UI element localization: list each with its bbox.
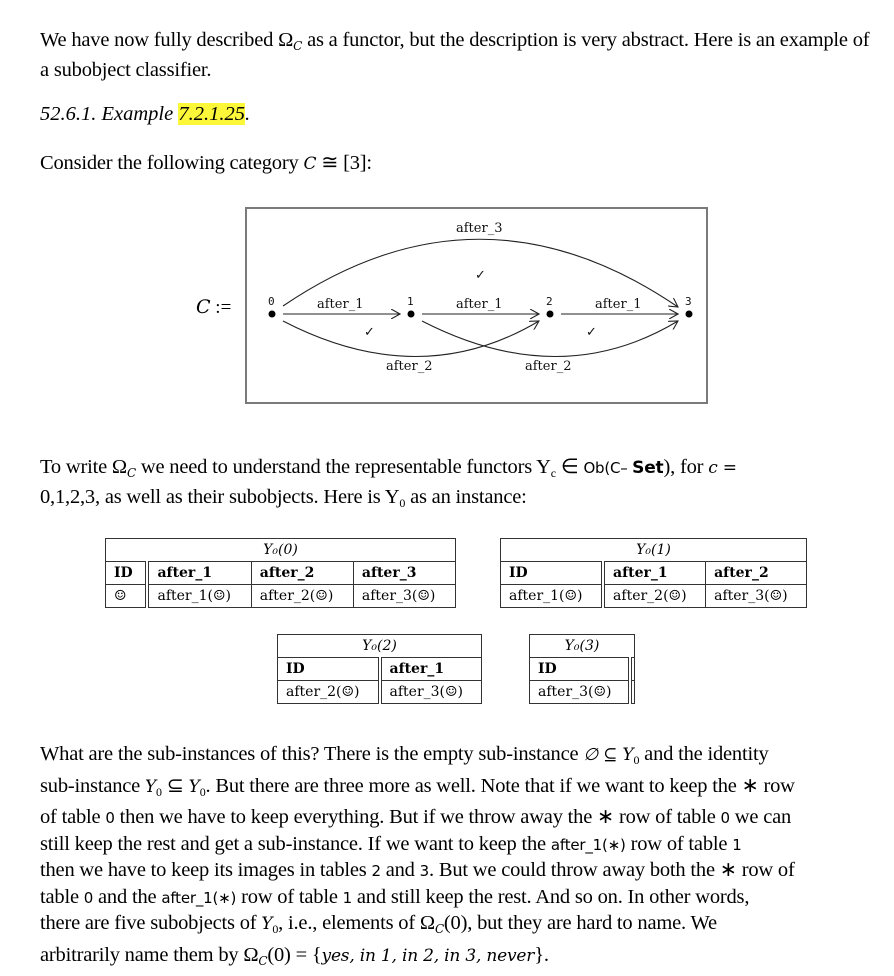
- node-label-3: 3: [685, 295, 692, 308]
- text-fragment: ⊆: [161, 774, 189, 797]
- c-equals: c =: [708, 458, 737, 478]
- text-fragment: after_1(∗): [550, 835, 626, 854]
- table-y0-3: [529, 634, 635, 704]
- table-y0-0: [105, 538, 456, 608]
- node-label-0: 0: [268, 295, 275, 308]
- column-header: after_1: [147, 562, 251, 585]
- text-fragment: row: [758, 774, 795, 797]
- column-header: after_1: [603, 562, 706, 585]
- text-fragment: we can: [729, 806, 792, 828]
- text-fragment: Y: [145, 776, 157, 797]
- table-cell: after_3(☺): [530, 681, 631, 704]
- calligraphic-c: C: [196, 296, 211, 318]
- text-fragment: What are the sub-instances of this? There is the empty sub-instance: [40, 743, 584, 765]
- text-fragment: 1: [732, 835, 742, 854]
- text-fragment: and still keep the rest. And so on. In other words,: [351, 885, 750, 908]
- text-fragment: . But there are three more as well. Note that if we want to keep the: [205, 774, 742, 797]
- text-fragment: row of table: [614, 806, 721, 828]
- text-fragment: 1: [342, 888, 352, 907]
- text-fragment: 0: [199, 784, 206, 799]
- table-title: Y₀(1): [501, 539, 807, 562]
- text-fragment: 0: [156, 784, 162, 799]
- empty-column: [630, 681, 635, 704]
- text-fragment: 2: [371, 862, 381, 880]
- p2-sub: 0: [399, 496, 406, 510]
- table-title: Y₀(3): [530, 635, 635, 658]
- text-fragment: C: [293, 39, 303, 53]
- label-arrow-2-3: after_1: [595, 297, 642, 312]
- text-fragment: table: [40, 885, 84, 908]
- table-cell: after_2(☺): [251, 585, 353, 608]
- text-fragment: 3: [419, 862, 430, 880]
- example-reference-link[interactable]: 7.2.1.25: [178, 103, 245, 125]
- omega-symbol: [112, 456, 136, 478]
- label-arrow-0-1: after_1: [317, 297, 364, 312]
- text-fragment: C: [126, 466, 136, 480]
- consider-line: [40, 151, 870, 176]
- node-label-2: 2: [546, 295, 553, 308]
- column-header: after_2: [251, 562, 353, 585]
- p2-text: 0,1,2,3, as well as their subobjects. Here is Y: [40, 486, 400, 508]
- category-relation: ≅ [3]:: [316, 152, 372, 174]
- text-fragment: arbitrarily name them by: [40, 943, 244, 966]
- text-fragment: ∗: [597, 806, 615, 828]
- table-cell: after_3(☺): [353, 585, 455, 608]
- text-fragment: (0): [267, 943, 291, 966]
- text-fragment: and the: [93, 885, 162, 908]
- label-arrow-1-3: after_2: [525, 359, 572, 374]
- node-0: [269, 311, 276, 318]
- table-title: Y₀(2): [278, 635, 482, 658]
- table-cell: after_3(☺): [706, 585, 807, 608]
- column-header: after_3: [353, 562, 455, 585]
- example-heading: [40, 103, 250, 126]
- text-fragment: Ω: [278, 29, 294, 51]
- text-fragment: Ω: [111, 456, 127, 478]
- p2-text: ), for: [663, 456, 709, 478]
- text-fragment: still keep the rest and get a sub-instance. If we want to keep the: [40, 832, 551, 855]
- table-cell: after_1(☺): [147, 585, 251, 608]
- text-fragment: (0): [443, 912, 468, 934]
- column-header: after_2: [706, 562, 807, 585]
- node-3: [686, 311, 693, 318]
- text-fragment: = {: [290, 943, 322, 966]
- text-fragment: and: [380, 859, 420, 881]
- label-arrow-0-3: after_3: [456, 221, 503, 236]
- text-fragment: after_1(∗): [161, 888, 237, 907]
- node-label-1: 1: [407, 295, 414, 308]
- label-arrow-0-2: after_2: [386, 359, 433, 374]
- arrow-1-3: [422, 321, 678, 357]
- table-cell: after_2(☺): [278, 681, 380, 704]
- text-fragment: and the identity: [639, 743, 769, 765]
- text-fragment: 0: [105, 809, 115, 827]
- text-fragment: ∅ ⊆ Y: [583, 745, 634, 765]
- text-fragment: , but they are hard to name. We: [467, 912, 717, 934]
- text-fragment: Ω: [419, 912, 435, 934]
- text-fragment: ∗: [741, 774, 759, 797]
- table-title: Y₀(0): [106, 539, 456, 562]
- intro-paragraph: [40, 28, 870, 82]
- intro-text: We have now fully described: [40, 29, 279, 51]
- p2-text: we need to understand the representable functors Y: [135, 456, 551, 478]
- text-fragment: C: [434, 922, 444, 936]
- p2-text: To write: [40, 456, 112, 478]
- label-arrow-1-2: after_1: [456, 297, 503, 312]
- text-fragment: . But we could throw away both the: [429, 859, 720, 881]
- text-fragment: C: [258, 953, 268, 968]
- ob-expression: Ob(C–: [583, 459, 633, 477]
- text-fragment: of table: [40, 806, 106, 828]
- text-fragment: Y: [261, 914, 273, 934]
- text-fragment: row of table: [625, 832, 733, 855]
- category-diagram: [245, 207, 708, 404]
- text-fragment: }.: [534, 943, 549, 966]
- omega-symbol: [278, 29, 302, 51]
- text-fragment: there are five subobjects of: [40, 912, 262, 934]
- node-1: [408, 311, 415, 318]
- p2-text: as an instance:: [405, 486, 527, 508]
- category-definition-label: [196, 296, 231, 319]
- node-2: [547, 311, 554, 318]
- text-fragment: then we have to keep its images in tables: [40, 859, 372, 881]
- table-cell: after_3(☺): [380, 681, 482, 704]
- table-row: [501, 585, 807, 608]
- table-cell: ☺: [106, 585, 148, 608]
- heading-prefix: 52.6.1. Example: [40, 103, 179, 125]
- assign-symbol: :=: [210, 297, 232, 318]
- empty-column: [630, 658, 635, 681]
- intro-text-cont: as a functor, but the description is very abstract. Here is an example of a subobject classifier.: [40, 29, 870, 81]
- text-fragment: 0: [633, 753, 640, 767]
- column-header: after_1: [380, 658, 482, 681]
- table-row: [278, 681, 482, 704]
- commute-check-left: ✓: [364, 325, 375, 340]
- omega-elements: yes, in 1, in 2, in 3, never: [321, 945, 535, 966]
- p2-sub: c: [550, 466, 556, 480]
- text-fragment: Ω: [243, 943, 259, 966]
- text-fragment: 0: [83, 888, 94, 907]
- subinstances-paragraph: [40, 742, 870, 974]
- arrow-0-2: [283, 321, 539, 357]
- text-fragment: 0: [272, 922, 279, 936]
- heading-suffix: .: [244, 103, 251, 125]
- p2-text: ∈: [555, 456, 584, 478]
- text-fragment: ∗: [719, 859, 737, 881]
- text-fragment: 0: [720, 809, 730, 827]
- table-row: [530, 681, 635, 704]
- column-header: ID: [106, 562, 148, 585]
- commute-check-top: ✓: [475, 268, 486, 283]
- text-fragment: row of table: [236, 885, 343, 908]
- category-symbol: C: [303, 154, 317, 174]
- table-y0-1: [500, 538, 807, 608]
- table-row: [106, 585, 456, 608]
- table-cell: after_2(☺): [603, 585, 706, 608]
- table-cell: after_1(☺): [501, 585, 604, 608]
- consider-text: Consider the following category: [40, 152, 304, 174]
- text-fragment: Y: [188, 776, 200, 797]
- text-fragment: row of: [736, 859, 795, 881]
- text-fragment: , i.e., elements of: [278, 912, 420, 934]
- representables-paragraph: [40, 455, 870, 515]
- text-fragment: sub-instance: [40, 774, 145, 797]
- table-y0-2: [277, 634, 482, 704]
- column-header: ID: [278, 658, 380, 681]
- column-header: ID: [530, 658, 631, 681]
- commute-check-right: ✓: [586, 325, 597, 340]
- text-fragment: then we have to keep everything. But if we throw away the: [114, 806, 598, 828]
- column-header: ID: [501, 562, 604, 585]
- set-bold: Set: [632, 458, 664, 478]
